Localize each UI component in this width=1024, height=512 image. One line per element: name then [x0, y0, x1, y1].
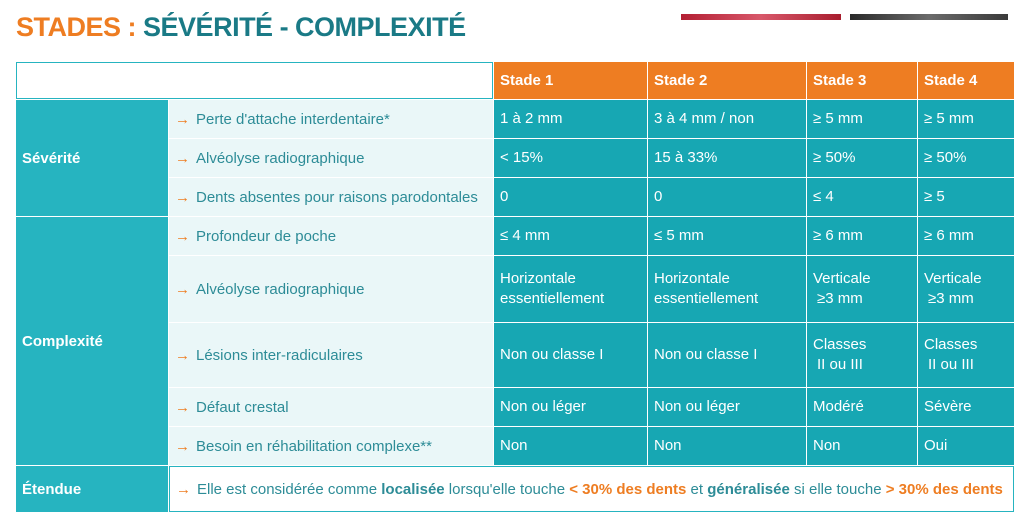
table-cell: Non ou classe I [494, 323, 647, 387]
header-stade-3: Stade 3 [807, 62, 917, 99]
table-cell: ≤ 4 mm [494, 217, 647, 255]
arrow-right-icon: → [175, 280, 190, 298]
table-cell: Verticale ≥3 mm [918, 256, 1014, 322]
arrow-right-icon: → [175, 398, 190, 416]
table-cell: ≤ 4 [807, 178, 917, 216]
table-cell: 0 [494, 178, 647, 216]
table-cell: ≤ 5 mm [648, 217, 806, 255]
title-prefix: STADES : [16, 12, 137, 42]
table-cell: Verticale ≥3 mm [807, 256, 917, 322]
row-label: → Perte d'attache interdentaire* [169, 100, 493, 138]
row-label: → Alvéolyse radiographique [169, 256, 493, 322]
arrow-right-icon: → [175, 346, 190, 364]
arrow-right-icon: → [175, 437, 190, 455]
table-cell: Horizontale essentiellement [494, 256, 647, 322]
title-main: SÉVÉRITÉ - COMPLEXITÉ [143, 12, 466, 42]
table-cell: ≥ 5 mm [807, 100, 917, 138]
table-cell: Non ou léger [494, 388, 647, 426]
row-group-severite: Sévérité [16, 100, 168, 216]
header-stade-4: Stade 4 [918, 62, 1014, 99]
table-cell: ≥ 6 mm [918, 217, 1014, 255]
table-cell: Non ou léger [648, 388, 806, 426]
arrow-right-icon: → [176, 480, 191, 498]
row-label: → Défaut crestal [169, 388, 493, 426]
table-cell: 0 [648, 178, 806, 216]
arrow-right-icon: → [175, 110, 190, 128]
row-label: → Alvéolyse radiographique [169, 139, 493, 177]
table-cell: Classes II ou III [918, 323, 1014, 387]
table-cell: Modéré [807, 388, 917, 426]
arrow-right-icon: → [175, 188, 190, 206]
header-stade-1: Stade 1 [494, 62, 647, 99]
decorative-red-bar [681, 14, 841, 20]
table-cell: ≥ 6 mm [807, 217, 917, 255]
table-cell: 3 à 4 mm / non [648, 100, 806, 138]
table-cell: Sévère [918, 388, 1014, 426]
header-blank-cell [16, 62, 493, 99]
table-cell: Non [648, 427, 806, 465]
table-cell: < 15% [494, 139, 647, 177]
table-cell: Oui [918, 427, 1014, 465]
row-label: → Dents absentes pour raisons parodontales [169, 178, 493, 216]
table-cell: Horizontale essentiellement [648, 256, 806, 322]
table-cell: Non [807, 427, 917, 465]
page-title [16, 12, 466, 43]
arrow-right-icon: → [175, 227, 190, 245]
row-label: → Besoin en réhabilitation complexe** [169, 427, 493, 465]
table-cell: ≥ 5 [918, 178, 1014, 216]
row-group-complexite: Complexité [16, 217, 168, 465]
row-group-etendue: Étendue [16, 466, 168, 512]
row-label: → Profondeur de poche [169, 217, 493, 255]
table-cell: Classes II ou III [807, 323, 917, 387]
arrow-right-icon: → [175, 149, 190, 167]
stades-table [16, 62, 1009, 498]
decorative-dark-bar [850, 14, 1008, 20]
table-cell: 15 à 33% [648, 139, 806, 177]
header-stade-2: Stade 2 [648, 62, 806, 99]
table-cell: ≥ 5 mm [918, 100, 1014, 138]
table-cell: ≥ 50% [918, 139, 1014, 177]
etendue-description: → Elle est considérée comme localisée lorsqu'elle touche < 30% des dents et généralisée si elle touche > 30% des dents [169, 466, 1014, 512]
table-cell: Non [494, 427, 647, 465]
table-cell: ≥ 50% [807, 139, 917, 177]
table-cell: 1 à 2 mm [494, 100, 647, 138]
row-label: → Lésions inter-radiculaires [169, 323, 493, 387]
table-cell: Non ou classe I [648, 323, 806, 387]
